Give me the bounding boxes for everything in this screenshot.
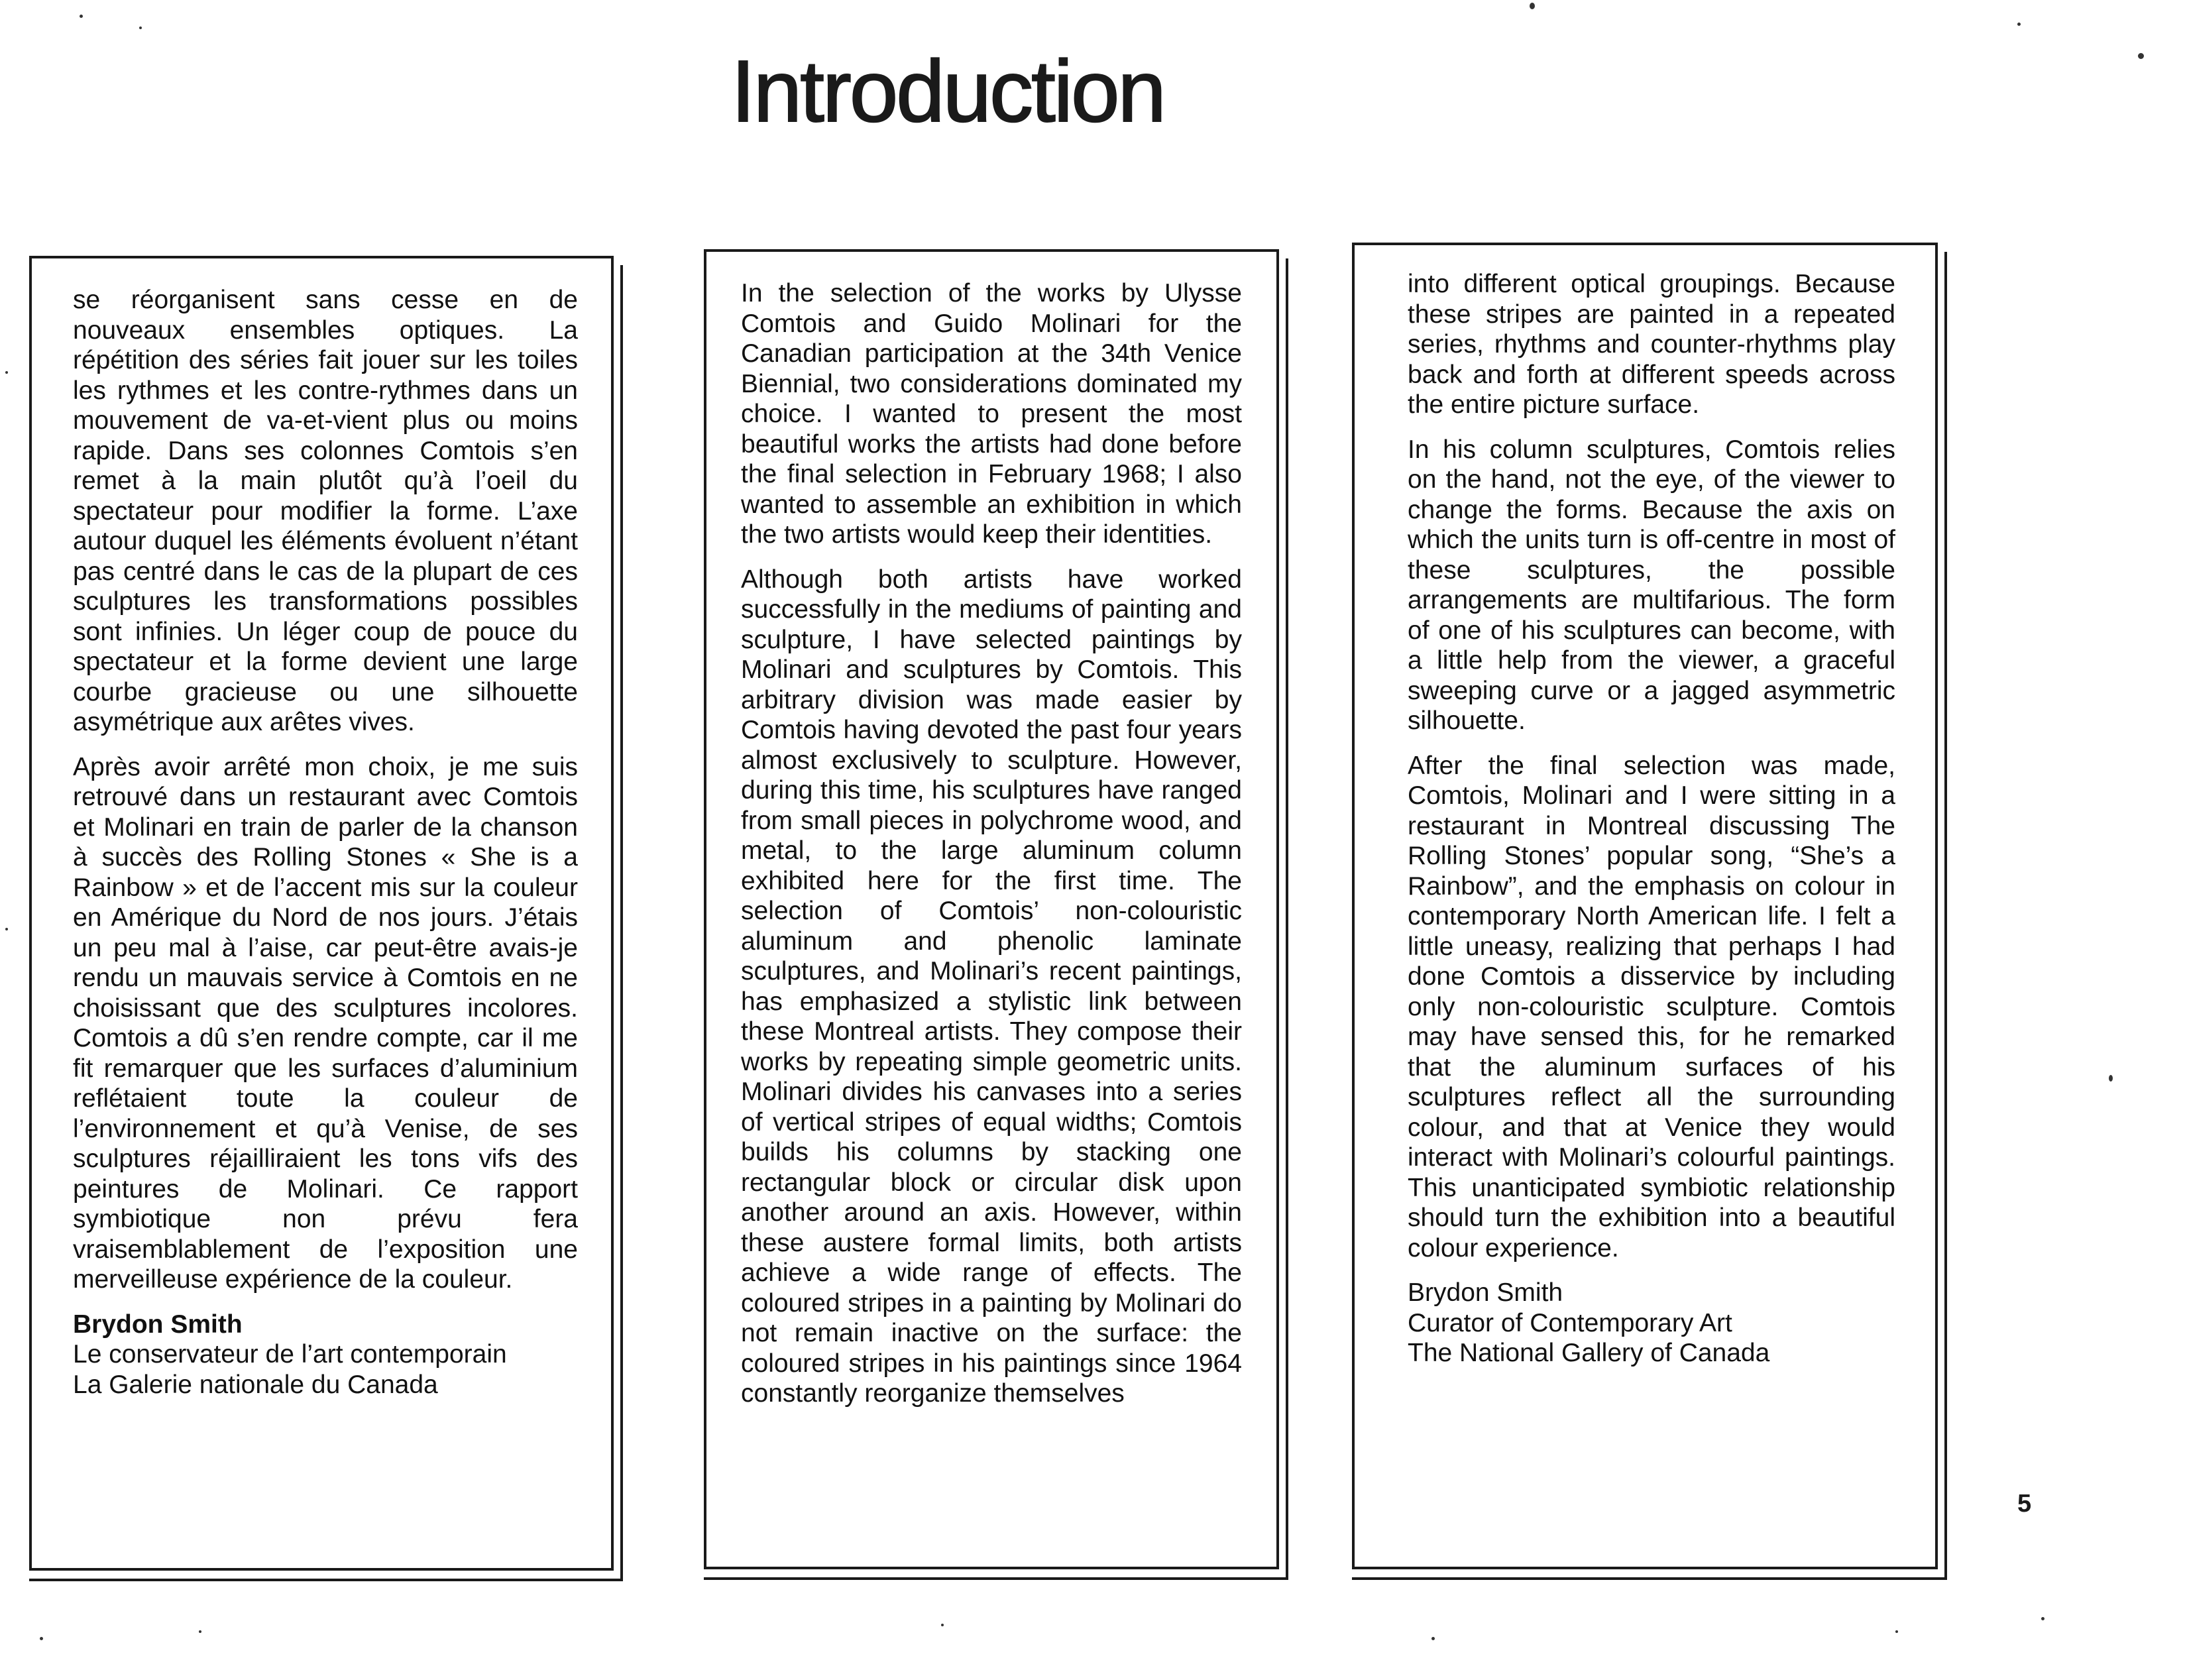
scan-speck (5, 928, 8, 930)
text-column-english-2 (1352, 243, 1938, 1569)
scan-speck (941, 1624, 944, 1626)
scan-speck (2138, 53, 2144, 59)
signature-block (73, 1310, 578, 1400)
scan-speck (199, 1630, 201, 1633)
column-text (741, 278, 1242, 1424)
paragraph: Although both artists have worked successfully in the mediums of painting and sculpture, I have selected paintings by Molinari and sculptures by Comtois. This arbitrary division was made easier by Comtois having devoted the past four years almost exclusively to sculpture. However, during this time, his sculptures have ranged from small pieces in polychrome wood, and metal, to the large aluminum column exhibited here for the first time. The selection of Comtois’ non-colouristic aluminum and phenolic laminate sculptures, and Molinari’s recent paintings, has emphasized a stylistic link between these Montreal artists. They compose their works by repeating simple geometric units. Molinari divides his canvases into a series of vertical stripes of equal widths; Comtois builds his columns by stacking one rectangular block or circular disk upon another around an axis. However, within these austere formal limits, both artists achieve a wide range of effects. The coloured stripes in a painting by Molinari do not remain inactive on the surface: the coloured stripes in his paintings since 1964 constantly reorganize themselves (741, 565, 1242, 1408)
scan-speck (2017, 23, 2021, 26)
column-text (1408, 269, 1895, 1369)
page-title: Introduction (731, 42, 1164, 140)
page-number: 5 (2017, 1490, 2032, 1518)
text-column-english-1 (704, 249, 1279, 1569)
scan-speck (80, 15, 83, 18)
paragraph: In his column sculptures, Comtois relies on the hand, not the eye, of the viewer to change the forms. Because the axis on which the units turn is off-centre in most of these sculptures, the possible arrangements are multifarious. The form of one of his sculptures can become, with a little help from the viewer, a graceful sweeping curve or a jagged asymmetric silhouette. (1408, 435, 1895, 735)
paragraph: into different optical groupings. Because these stripes are painted in a repeated series, rhythms and counter-rhythms play back and forth at different speeds across the entire picture surface. (1408, 270, 1895, 419)
scan-speck (1895, 1630, 1898, 1633)
paragraph: se réorganisent sans cesse en de nouveaux ensembles optiques. La répétition des séries fait jouer sur les toiles les rythmes et les contre-rythmes dans un mouvement de va-et-vient plus ou moins rapide. Dans ses colonnes Comtois s’en remet à la main plutôt qu’à l’oeil du spectateur pour modifier la forme. L’axe autour duquel les éléments évoluent n’étant pas centré dans le cas de la plupart de ces sculptures les transformations possibles sont infinies. Un léger coup de pouce du spectateur et la forme devient une large courbe gracieuse ou une silhouette asymétrique aux arêtes vives. (73, 286, 578, 736)
signature-block (1408, 1278, 1895, 1369)
paragraph: Après avoir arrêté mon choix, je me suis retrouvé dans un restaurant avec Comtois et Molinari en train de parler de la chanson à succès des Rolling Stones « She is a Rainbow » et de l’accent mis sur la couleur en Amérique du Nord de nos jours. J’étais un peu mal à l’aise, car peut-être avais-je rendu un mauvais service à Comtois en ne choisissant que des sculptures incolores. Comtois a dû s’en rendre compte, car il me fit remarquer que les surfaces d’aluminium reflétaient toute la couleur de l’environnement et qu’à Venise, de ses sculptures réjailliraient les tons vifs des peintures de Molinari. Ce rapport symbiotique non prévu fera vraisemblablement de l’exposition une merveilleuse expérience de la couleur. (73, 752, 578, 1294)
scan-speck (1431, 1637, 1435, 1640)
scan-speck (1530, 3, 1535, 9)
author-institution: La Galerie nationale du Canada (73, 1370, 438, 1399)
author-role: Curator of Contemporary Art (1408, 1308, 1732, 1337)
text-column-french (29, 256, 614, 1571)
scan-speck (40, 1637, 43, 1640)
paragraph: In the selection of the works by Ulysse Comtois and Guido Molinari for the Canadian participation at the 34th Venice Biennial, two considerations dominated my choice. I wanted to present the most beautiful works the artists had done before the final selection in February 1968; I also wanted to assemble an exhibition in which the two artists would keep their identities. (741, 279, 1242, 549)
author-institution: The National Gallery of Canada (1408, 1339, 1770, 1367)
author-name: Brydon Smith (73, 1310, 243, 1339)
scan-speck (2041, 1617, 2045, 1620)
scan-speck (139, 27, 142, 29)
author-role: Le conservateur de l’art contemporain (73, 1340, 507, 1369)
paragraph: After the final selection was made, Comtois, Molinari and I were sitting in a restaurant in Montreal discussing The Rolling Stones’ popular song, “She’s a Rainbow”, and the emphasis on colour in contemporary North American life. I felt a little uneasy, realizing that perhaps I had done Comtois a disservice by including only non-colouristic sculpture. Comtois may have sensed this, for he remarked that the aluminum surfaces of his sculptures reflect all the surrounding colour, and that at Venice they would interact with Molinari’s colourful paintings. This unanticipated symbiotic relationship should turn the exhibition into a beautiful colour experience. (1408, 751, 1895, 1262)
author-name: Brydon Smith (1408, 1278, 1563, 1307)
scan-speck (5, 371, 8, 374)
column-text (73, 285, 578, 1400)
scan-speck (2109, 1075, 2113, 1082)
